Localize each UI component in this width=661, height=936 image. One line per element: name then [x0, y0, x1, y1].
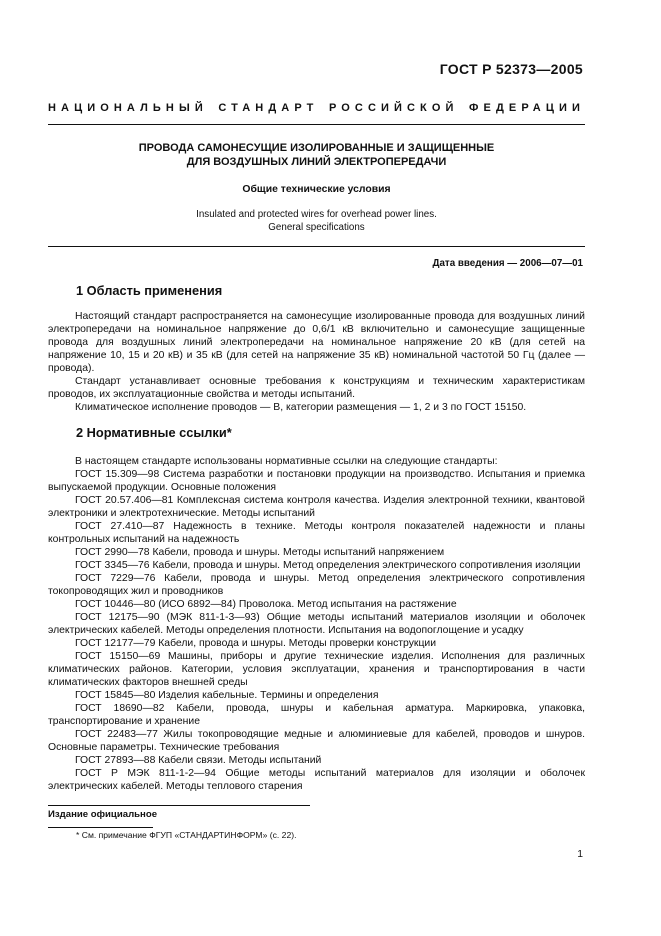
reference-item: ГОСТ 15845—80 Изделия кабельные. Термины и определения — [75, 690, 379, 701]
english-title-line-2: General specifications — [268, 221, 365, 233]
reference-item: ГОСТ Р МЭК 811-1-2—94 Общие методы испытаний материалов для изоляции и оболочек электрических кабелей. Методы теплового старения — [48, 768, 585, 792]
title-line-2: ДЛЯ ВОЗДУШНЫХ ЛИНИЙ ЭЛЕКТРОПЕРЕДАЧИ — [186, 156, 447, 168]
reference-item: ГОСТ 18690—82 Кабели, провода, шнуры и кабельная арматура. Маркировка, упаковка, транспортирование и хранение — [48, 703, 585, 727]
english-title — [48, 209, 585, 234]
english-title-line-1: Insulated and protected wires for overhead power lines. — [196, 209, 437, 220]
section-2-heading: 2 Нормативные ссылки* — [76, 425, 232, 440]
bottom-divider — [48, 805, 310, 806]
reference-item: ГОСТ 22483—77 Жилы токопроводящие медные и алюминиевые для кабелей, проводов и шнуров. Основные параметры. Технические требования — [48, 729, 585, 753]
page-number: 1 — [577, 849, 583, 860]
reference-item: ГОСТ 2990—78 Кабели, провода и шнуры. Методы испытаний напряжением — [75, 547, 445, 558]
section-1-body — [48, 310, 585, 414]
section-2-body — [48, 455, 585, 793]
paragraph: Настоящий стандарт распространяется на самонесущие изолированные провода для воздушных линий электропередачи на номинальное напряжение до 0,6/1 кВ включительно и самонесущие защищенные провода для воздушных линий электропередачи на номинальное напряжение 20 кВ (для сетей на напряжение 10, 15 и 20 кВ) и 35 кВ (для сетей на напряжение 35 кВ) номинальной частотой 50 Гц (далее — провода). — [48, 311, 585, 374]
reference-item: ГОСТ 10446—80 (ИСО 6892—84) Проволока. Метод испытания на растяжение — [75, 599, 457, 610]
reference-item: ГОСТ 20.57.406—81 Комплексная система контроля качества. Изделия электронной техники, квантовой электроники и электротехнические. Методы испытаний — [48, 495, 585, 519]
official-edition-label: Издание официальное — [48, 809, 158, 820]
section-1-heading: 1 Область применения — [76, 283, 223, 298]
reference-item: ГОСТ 27893—88 Кабели связи. Методы испытаний — [75, 755, 322, 766]
title-line-1: ПРОВОДА САМОНЕСУЩИЕ ИЗОЛИРОВАННЫЕ И ЗАЩИЩЕННЫЕ — [138, 142, 495, 154]
reference-item: ГОСТ 15.309—98 Система разработки и постановки продукции на производство. Испытания и приемка выпускаемой продукции. Основные положения — [48, 469, 585, 493]
paragraph: В настоящем стандарте использованы нормативные ссылки на следующие стандарты: — [75, 456, 498, 467]
reference-item: ГОСТ 27.410—87 Надежность в технике. Методы контроля показателей надежности и планы контрольных испытаний на надежность — [48, 521, 585, 545]
footnote: * См. примечание ФГУП «СТАНДАРТИНФОРМ» (с. 22). — [76, 830, 297, 840]
top-divider — [48, 124, 585, 125]
national-standard-banner: НАЦИОНАЛЬНЫЙ СТАНДАРТ РОССИЙСКОЙ ФЕДЕРАЦИИ — [48, 102, 585, 114]
middle-divider — [48, 246, 585, 247]
reference-item: ГОСТ 12175—90 (МЭК 811-1-3—93) Общие методы испытаний материалов изоляции и оболочек электрических кабелей. Методы определения плотности. Испытания на водопоглощение и усадку — [48, 612, 585, 636]
reference-item: ГОСТ 7229—76 Кабели, провода и шнуры. Метод определения электрического сопротивления токопроводящих жил и проводников — [48, 573, 585, 597]
document-title — [48, 141, 585, 169]
reference-item: ГОСТ 3345—76 Кабели, провода и шнуры. Метод определения электрического сопротивления изоляции — [75, 560, 581, 571]
document-subtitle: Общие технические условия — [242, 184, 391, 195]
footnote-divider — [48, 827, 153, 828]
introduction-date: Дата введения — 2006—07—01 — [432, 258, 583, 269]
reference-item: ГОСТ 12177—79 Кабели, провода и шнуры. Методы проверки конструкции — [75, 638, 437, 649]
paragraph: Стандарт устанавливает основные требования к конструкциям и техническим характеристикам проводов, их эксплуатационные свойства и методы испытаний. — [48, 376, 585, 400]
document-number: ГОСТ Р 52373—2005 — [439, 61, 583, 77]
paragraph: Климатическое исполнение проводов — В, категории размещения — 1, 2 и 3 по ГОСТ 15150. — [75, 402, 527, 413]
reference-item: ГОСТ 15150—69 Машины, приборы и другие технические изделия. Исполнения для различных климатических районов. Категории, условия эксплуатации, хранения и транспортирования в части климатических факторов внешней среды — [48, 651, 585, 688]
